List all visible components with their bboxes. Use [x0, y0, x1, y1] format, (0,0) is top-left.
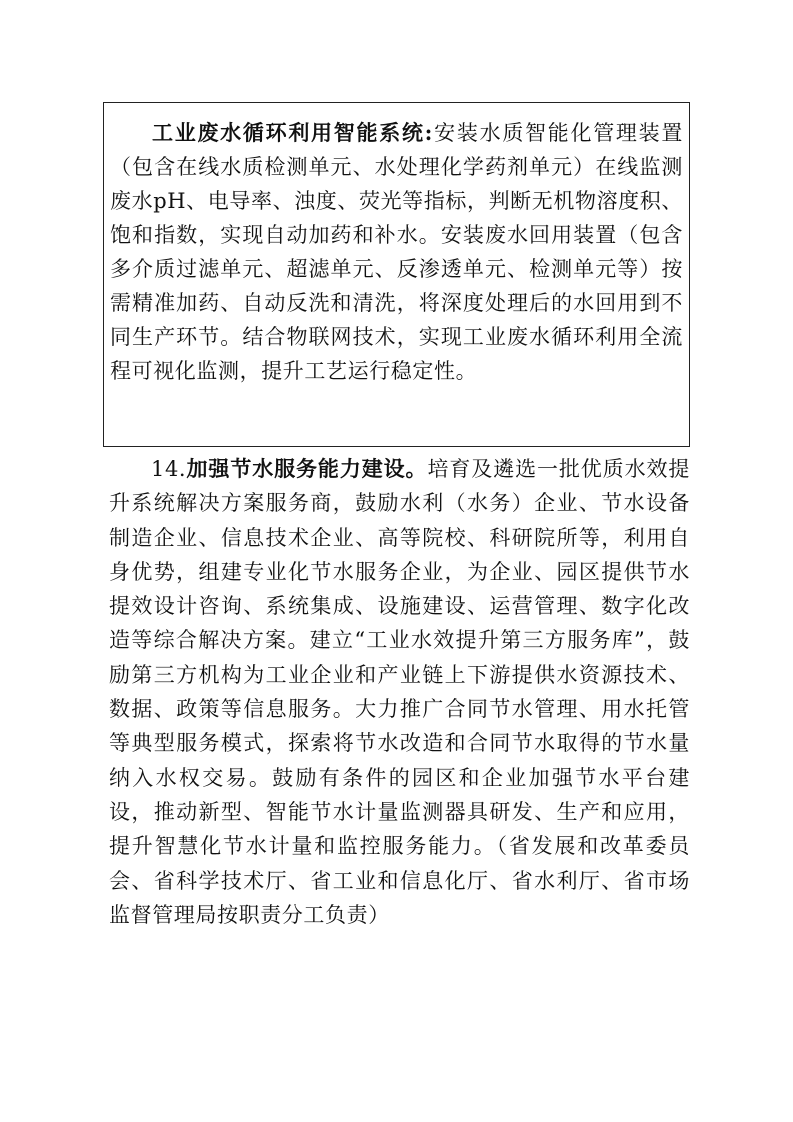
section-14-heading: 加强节水服务能力建设。 [186, 456, 428, 481]
box-body: 安装水质智能化管理装置（包含在线水质检测单元、水处理化学药剂单元）在线监测废水pH、电导率、浊度、荧光等指标，判断无机物溶度积、饱和指数，实现自动加药和补水。安装废水回用装置（包含多介质过滤单元、超滤单元、反渗透单元、检测单元等）按需精准加药、自动反洗和清洗，将深度处理后的水回用到不同生产环节。结合物联网技术，实现工业废水循环利用全流程可视化监测，提升工艺运行稳定性。 [110, 121, 683, 383]
section-14-number: 14. [151, 457, 187, 481]
section-14-body: 培育及遴选一批优质水效提升系统解决方案服务商，鼓励水利（水务）企业、节水设备制造企业、信息技术企业、高等院校、科研院所等，利用自身优势，组建专业化节水服务企业，为企业、园区提供节水提效设计咨询、系统集成、设施建设、运营管理、数字化改造等综合解决方案。建立“工业水效提升第三方服务库”，鼓励第三方机构为工业企业和产业链上下游提供水资源技术、数据、政策等信息服务。大力推广合同节水管理、用水托管等典型服务模式，探索将节水改造和合同节水取得的节水量纳入水权交易。鼓励有条件的园区和企业加强节水平台建设，推动新型、智能节水计量监测器具研发、生产和应用，提升智慧化节水计量和监控服务能力。（省发展和改革委员会、省科学技术厅、省工业和信息化厅、省水利厅、省市场监督管理局按职责分工负责） [109, 457, 690, 927]
box-paragraph [110, 116, 683, 388]
box-heading: 工业废水循环利用智能系统: [152, 120, 434, 145]
section-14-paragraph [109, 452, 690, 932]
highlight-box [103, 102, 690, 447]
